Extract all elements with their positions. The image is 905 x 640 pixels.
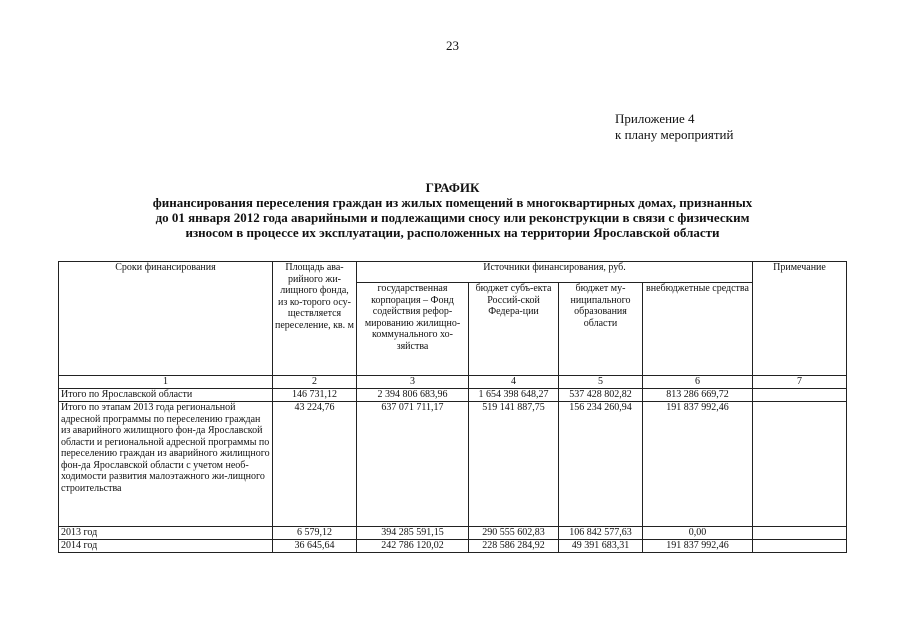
cell-state-corp: 2 394 806 683,96 <box>357 389 469 402</box>
table-row <box>59 527 847 540</box>
row-label: 2014 год <box>59 540 273 553</box>
table-row <box>59 402 847 527</box>
cell-area: 43 224,76 <box>273 402 357 527</box>
appendix-line-1: Приложение 4 <box>615 111 695 126</box>
cell-off-budget: 813 286 669,72 <box>643 389 753 402</box>
header-area: Площадь ава-рийного жи-лищного фонда, из ко-торого осу-ществляется переселение, кв. м <box>273 262 357 376</box>
column-number: 3 <box>357 376 469 389</box>
cell-note <box>753 527 847 540</box>
header-sources: Источники финансирования, руб. <box>357 262 753 283</box>
cell-off-budget: 191 837 992,46 <box>643 540 753 553</box>
column-number: 7 <box>753 376 847 389</box>
title-line-2: до 01 января 2012 года аварийными и подлежащими сносу или реконструкции в связи с физическим <box>155 210 750 225</box>
row-label: 2013 год <box>59 527 273 540</box>
cell-area: 36 645,64 <box>273 540 357 553</box>
row-label: Итого по Ярославской области <box>59 389 273 402</box>
title-line-3: износом в процессе их эксплуатации, расположенных на территории Ярославской области <box>185 225 720 240</box>
cell-state-corp: 242 786 120,02 <box>357 540 469 553</box>
header-municipal-budget: бюджет му-ниципального образования области <box>559 283 643 376</box>
header-state-corp: государственная корпорация – Фонд содействия рефор-мированию жилищно-коммунального хо-зяйства <box>357 283 469 376</box>
cell-off-budget: 191 837 992,46 <box>643 402 753 527</box>
cell-regional-budget: 1 654 398 648,27 <box>469 389 559 402</box>
column-number: 4 <box>469 376 559 389</box>
cell-area: 146 731,12 <box>273 389 357 402</box>
cell-state-corp: 394 285 591,15 <box>357 527 469 540</box>
header-period: Сроки финансирования <box>59 262 273 376</box>
column-number: 1 <box>59 376 273 389</box>
row-label: Итого по этапам 2013 года региональной адресной программы по переселению граждан из аварийного жилищного фон-да Ярославской области и региональной адресной программы по переселению граждан из аварийного жилищного фон-да Ярославской области с учетом необ-ходимости развития малоэтажного жи-лищного строительства <box>59 402 273 527</box>
cell-regional-budget: 290 555 602,83 <box>469 527 559 540</box>
column-number: 6 <box>643 376 753 389</box>
column-number: 2 <box>273 376 357 389</box>
cell-regional-budget: 519 141 887,75 <box>469 402 559 527</box>
cell-note <box>753 402 847 527</box>
financing-table <box>58 261 847 553</box>
header-off-budget: внебюджетные средства <box>643 283 753 376</box>
cell-municipal-budget: 156 234 260,94 <box>559 402 643 527</box>
header-note: Примечание <box>753 262 847 376</box>
cell-note <box>753 389 847 402</box>
cell-area: 6 579,12 <box>273 527 357 540</box>
title-line-1: финансирования переселения граждан из жилых помещений в многоквартирных домах, признанных <box>152 195 753 210</box>
cell-note <box>753 540 847 553</box>
document-title <box>70 180 835 240</box>
page-number: 23 <box>446 38 459 53</box>
cell-regional-budget: 228 586 284,92 <box>469 540 559 553</box>
appendix-note <box>615 111 733 143</box>
header-regional-budget: бюджет субъ-екта Россий-ской Федера-ции <box>469 283 559 376</box>
cell-municipal-budget: 106 842 577,63 <box>559 527 643 540</box>
cell-off-budget: 0,00 <box>643 527 753 540</box>
title-heading: ГРАФИК <box>425 180 480 195</box>
cell-municipal-budget: 49 391 683,31 <box>559 540 643 553</box>
column-number-row <box>59 376 847 389</box>
cell-municipal-budget: 537 428 802,82 <box>559 389 643 402</box>
cell-state-corp: 637 071 711,17 <box>357 402 469 527</box>
table-row <box>59 540 847 553</box>
table-row <box>59 389 847 402</box>
appendix-line-2: к плану мероприятий <box>615 127 734 142</box>
column-number: 5 <box>559 376 643 389</box>
